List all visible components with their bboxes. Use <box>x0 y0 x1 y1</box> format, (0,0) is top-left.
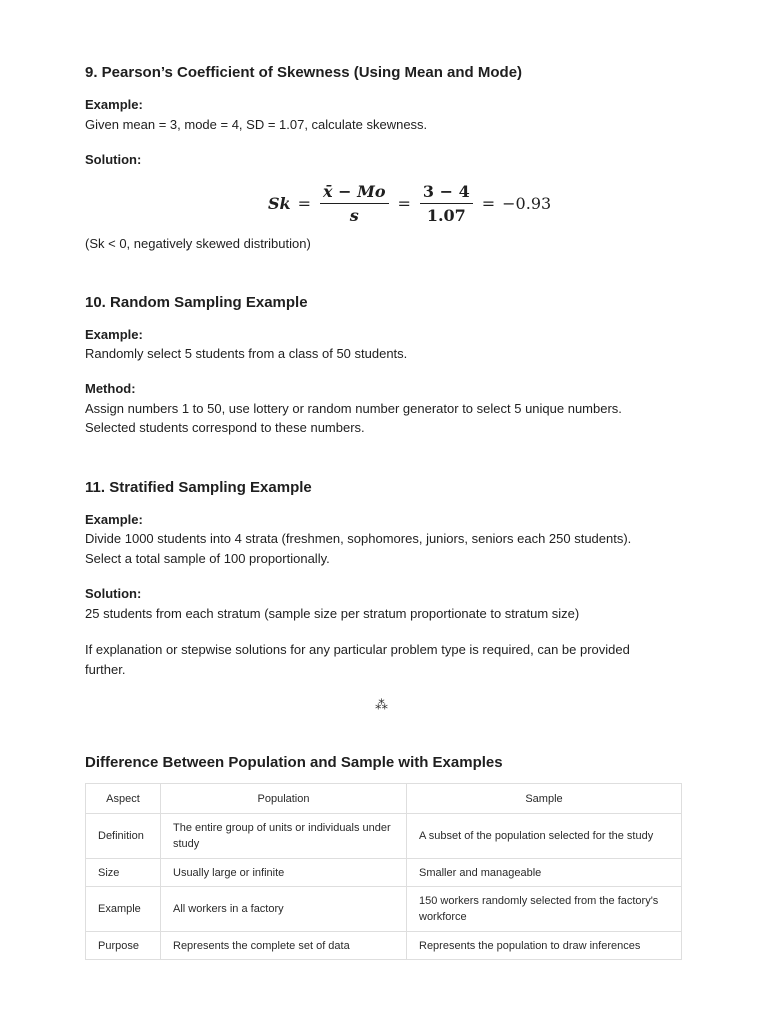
section-10-heading: 10. Random Sampling Example <box>85 294 308 311</box>
header-population: Population <box>161 784 407 814</box>
formula-numerator-numeric: 3 − 4 <box>420 182 473 204</box>
formula-lhs: Sk <box>268 193 291 213</box>
s11-solution-label: Solution: <box>85 586 142 601</box>
formula-equals-2: = <box>397 193 411 213</box>
cell-population: Usually large or infinite <box>161 859 407 887</box>
s10-method-line-2: Selected students correspond to these numbers. <box>85 420 365 435</box>
table-row <box>86 887 682 932</box>
formula-denominator-numeric: 1.07 <box>426 205 466 225</box>
s10-method-label: Method: <box>85 381 136 396</box>
table-header-row <box>86 784 682 814</box>
header-aspect: Aspect <box>86 784 161 814</box>
cell-sample: A subset of the population selected for the study <box>407 814 682 859</box>
s11-example-line-2: Select a total sample of 100 proportionally. <box>85 551 330 566</box>
table-row <box>86 859 682 887</box>
cell-aspect: Definition <box>86 814 161 859</box>
cell-aspect: Example <box>86 887 161 932</box>
formula-equals-3: = <box>481 193 496 213</box>
cell-sample: Represents the population to draw inferences <box>407 932 682 960</box>
formula-result: −0.93 <box>502 193 552 213</box>
cell-sample: 150 workers randomly selected from the factory's workforce <box>407 887 682 932</box>
s11-example-line-1: Divide 1000 students into 4 strata (freshmen, sophomores, juniors, seniors each 250 students). <box>85 531 632 546</box>
comparison-heading: Difference Between Population and Sample with Examples <box>85 754 503 771</box>
s11-solution-text: 25 students from each stratum (sample size per stratum proportionate to stratum size) <box>85 606 580 621</box>
section-divider-ornament: ⁂ <box>375 697 388 712</box>
header-sample: Sample <box>407 784 682 814</box>
s10-example-label: Example: <box>85 327 143 342</box>
s9-solution-label: Solution: <box>85 152 142 167</box>
cell-population: The entire group of units or individuals under study <box>161 814 407 859</box>
s10-method-line-1: Assign numbers 1 to 50, use lottery or random number generator to select 5 unique numbers. <box>85 401 622 416</box>
formula-equals-1: = <box>297 193 312 213</box>
table-row <box>86 932 682 960</box>
s9-example-label: Example: <box>85 97 143 112</box>
s9-note: (Sk < 0, negatively skewed distribution) <box>85 236 311 251</box>
section-11-heading: 11. Stratified Sampling Example <box>85 479 312 496</box>
cell-sample: Smaller and manageable <box>407 859 682 887</box>
s11-followup-line-2: further. <box>85 662 126 677</box>
s9-example-text: Given mean = 3, mode = 4, SD = 1.07, calculate skewness. <box>85 117 428 132</box>
cell-population: All workers in a factory <box>161 887 407 932</box>
formula-numerator-symbolic: x̄ − Mo <box>320 182 388 204</box>
s11-followup-line-1: If explanation or stepwise solutions for any particular problem type is required, can be provided <box>85 642 630 657</box>
section-9-heading: 9. Pearson’s Coefficient of Skewness (Using Mean and Mode) <box>85 64 523 81</box>
cell-aspect: Purpose <box>86 932 161 960</box>
s10-example-text: Randomly select 5 students from a class of 50 students. <box>85 346 408 361</box>
comparison-table <box>85 783 682 960</box>
formula-fraction-numeric <box>420 182 473 225</box>
cell-aspect: Size <box>86 859 161 887</box>
formula-denominator-symbolic: s <box>349 205 359 225</box>
formula-fraction-symbolic <box>320 182 388 225</box>
cell-population: Represents the complete set of data <box>161 932 407 960</box>
s11-example-label: Example: <box>85 512 143 527</box>
table-row <box>86 814 682 859</box>
skewness-formula <box>268 181 551 225</box>
